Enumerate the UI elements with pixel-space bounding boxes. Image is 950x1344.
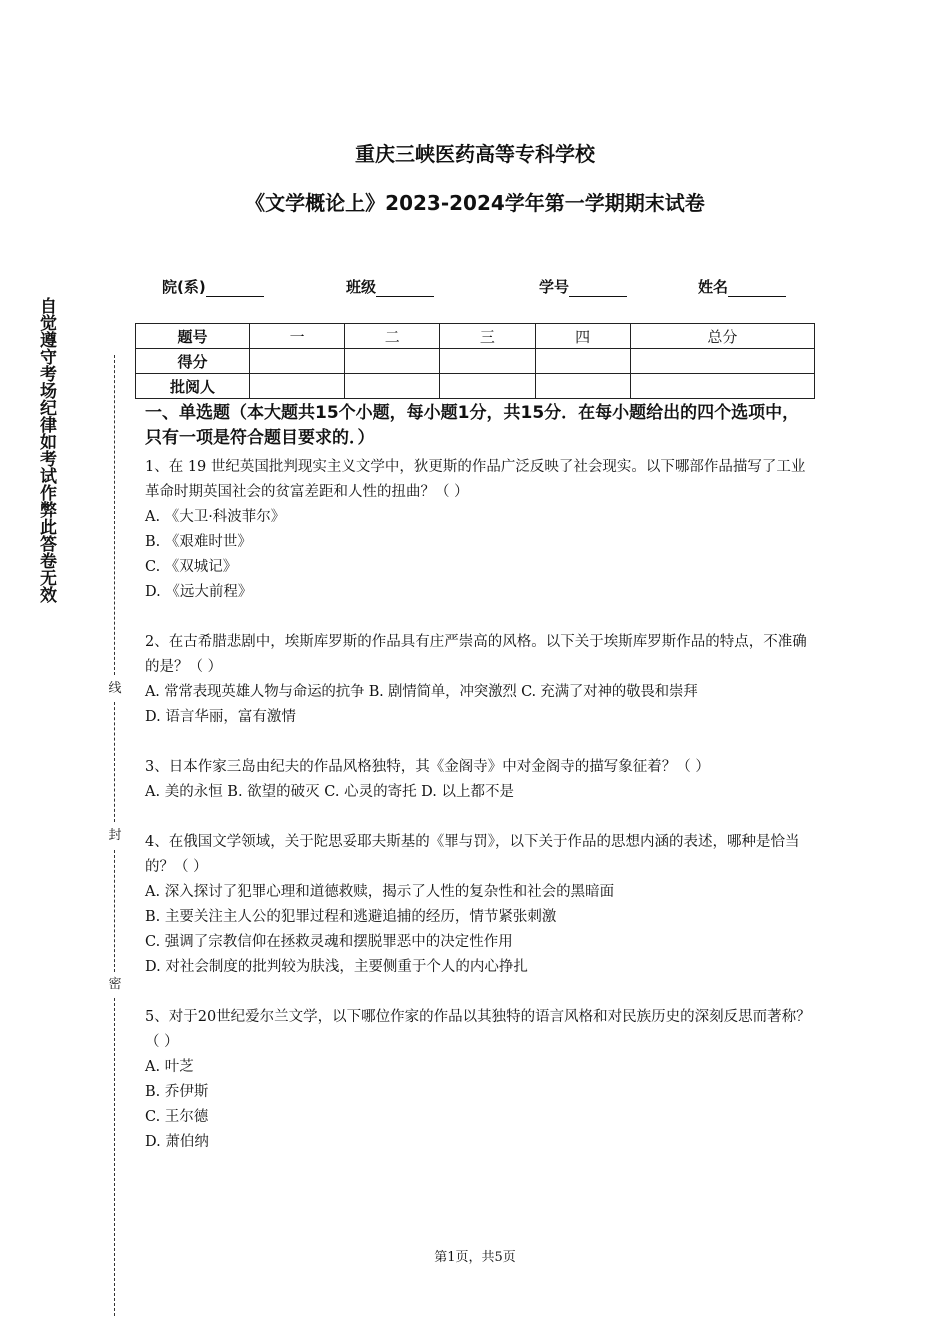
name-field[interactable] — [698, 276, 786, 297]
score-row-label: 得分 — [136, 349, 250, 374]
student-id-blank[interactable] — [569, 280, 627, 297]
page-footer: 第1页，共5页 — [434, 1250, 516, 1265]
option-b[interactable]: B. 乔伊斯 — [145, 1084, 209, 1100]
exam-content — [145, 401, 813, 1155]
score-cell[interactable] — [535, 349, 630, 374]
score-cell[interactable] — [250, 349, 345, 374]
grader-cell[interactable] — [250, 374, 345, 399]
binding-line-segment — [114, 702, 115, 822]
options-line[interactable]: A. 常常表现英雄人物与命运的抗争 B. 剧情简单，冲突激烈 C. 充满了对神的敬畏和崇拜 — [145, 684, 698, 700]
score-cell[interactable] — [440, 349, 535, 374]
option-c[interactable]: C. 强调了宗教信仰在拯救灵魂和摆脱罪恶中的决定性作用 — [145, 934, 513, 950]
header-cell-4: 四 — [535, 324, 630, 349]
name-blank[interactable] — [728, 280, 786, 297]
binding-line-segment — [114, 355, 115, 675]
department-field[interactable] — [162, 276, 264, 297]
exam-discipline-notice: 自觉遵守考场纪律如考试作弊此答卷无效 — [36, 297, 56, 603]
question-2 — [145, 630, 813, 730]
score-table-header-row — [136, 324, 815, 349]
exam-title: 《文学概论上》2023-2024学年第一学期期末试卷 — [245, 191, 705, 215]
option-d[interactable]: D. 语言华丽，富有激情 — [145, 709, 296, 725]
score-row — [136, 349, 815, 374]
question-stem: 2、在古希腊悲剧中，埃斯库罗斯的作品具有庄严崇高的风格。以下关于埃斯库罗斯作品的特点，不准确的是？（ ） — [145, 634, 807, 675]
section-heading: 一、单选题（本大题共15个小题，每小题1分，共15分．在每小题给出的四个选项中，只有一项是符合题目要求的．） — [145, 403, 800, 448]
student-id-field[interactable] — [539, 276, 627, 297]
grader-cell[interactable] — [535, 374, 630, 399]
score-cell[interactable] — [345, 349, 440, 374]
header-cell-2: 二 — [345, 324, 440, 349]
class-blank[interactable] — [376, 280, 434, 297]
class-field[interactable] — [346, 276, 434, 297]
options-line[interactable]: A. 美的永恒 B. 欲望的破灭 C. 心灵的寄托 D. 以上都不是 — [145, 784, 515, 800]
department-blank[interactable] — [206, 280, 264, 297]
question-stem: 5、对于20世纪爱尔兰文学，以下哪位作家的作品以其独特的语言风格和对民族历史的深刻反思而著称？（ ） — [145, 1009, 811, 1050]
student-id-label: 学号 — [539, 278, 570, 296]
class-label: 班级 — [346, 278, 377, 296]
binding-line-segment — [114, 850, 115, 972]
option-a[interactable]: A. 叶芝 — [145, 1059, 194, 1075]
score-table — [135, 323, 815, 399]
binding-mark-secret: 密 — [106, 977, 124, 993]
grader-row-label: 批阅人 — [136, 374, 250, 399]
school-name: 重庆三峡医药高等专科学校 — [355, 142, 595, 166]
binding-line-segment — [114, 998, 115, 1316]
grader-cell[interactable] — [345, 374, 440, 399]
question-4 — [145, 830, 813, 980]
question-5 — [145, 1005, 813, 1155]
option-d[interactable]: D. 对社会制度的批判较为肤浅，主要侧重于个人的内心挣扎 — [145, 959, 528, 975]
option-b[interactable]: B. 主要关注主人公的犯罪过程和逃避追捕的经历，情节紧张刺激 — [145, 909, 557, 925]
department-label: 院(系) — [162, 278, 206, 296]
header-cell-total: 总分 — [630, 324, 814, 349]
header-cell-number: 题号 — [136, 324, 250, 349]
name-label: 姓名 — [698, 278, 729, 296]
grader-cell[interactable] — [440, 374, 535, 399]
question-3 — [145, 755, 813, 805]
option-d[interactable]: D. 萧伯纳 — [145, 1134, 209, 1150]
header-cell-1: 一 — [250, 324, 345, 349]
score-cell[interactable] — [630, 349, 814, 374]
binding-mark-line: 线 — [106, 681, 124, 697]
grader-row — [136, 374, 815, 399]
question-stem: 3、日本作家三岛由纪夫的作品风格独特，其《金阁寺》中对金阁寺的描写象征着？（ ） — [145, 759, 710, 775]
header-cell-3: 三 — [440, 324, 535, 349]
option-b[interactable]: B. 《艰难时世》 — [145, 534, 252, 550]
grader-cell[interactable] — [630, 374, 814, 399]
option-d[interactable]: D. 《远大前程》 — [145, 584, 253, 600]
question-stem: 1、在 19 世纪英国批判现实主义文学中，狄更斯的作品广泛反映了社会现实。以下哪部作品描写了工业革命时期英国社会的贫富差距和人性的扭曲？（ ） — [145, 459, 806, 500]
question-1 — [145, 455, 813, 605]
option-a[interactable]: A. 深入探讨了犯罪心理和道德救赎，揭示了人性的复杂性和社会的黑暗面 — [145, 884, 615, 900]
binding-mark-seal: 封 — [106, 828, 124, 844]
option-a[interactable]: A. 《大卫·科波菲尔》 — [145, 509, 286, 525]
question-stem: 4、在俄国文学领域，关于陀思妥耶夫斯基的《罪与罚》，以下关于作品的思想内涵的表述，哪种是恰当的？（ ） — [145, 834, 800, 875]
option-c[interactable]: C. 《双城记》 — [145, 559, 238, 575]
option-c[interactable]: C. 王尔德 — [145, 1109, 209, 1125]
